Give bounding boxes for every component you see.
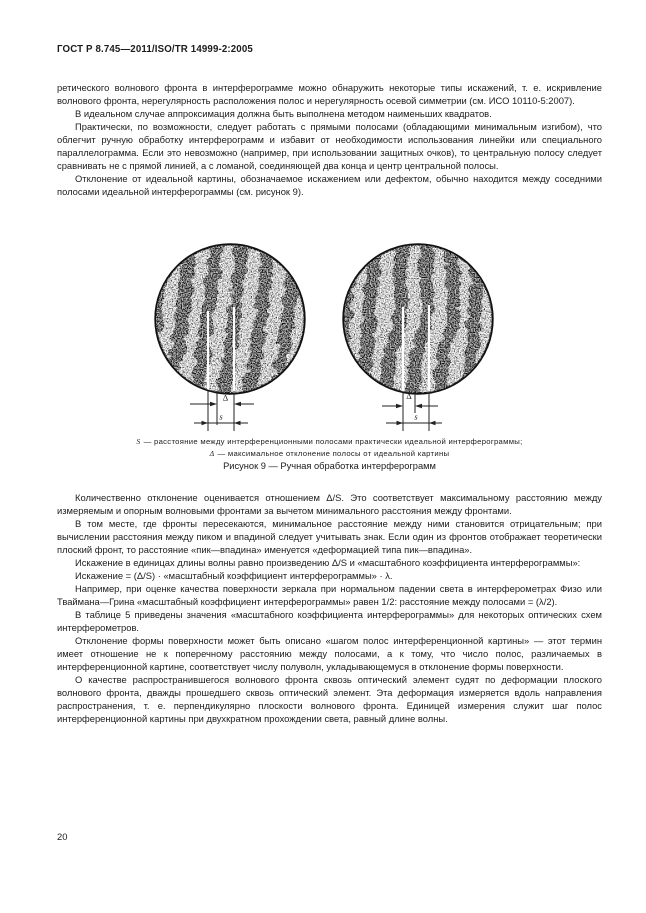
paragraph: ретического волнового фронта в интерферограмме можно обнаружить некоторые типы искажений, т. е. искривление волнового фронта, нерегулярность расположения полос и нерегулярность осевой симметрии (см. ИСО 10110-5:2007). bbox=[57, 82, 602, 106]
body-text-bottom bbox=[57, 491, 602, 725]
legend-text: — расстояние между интерференционными полосами практически идеальной интерферограммы; bbox=[143, 437, 523, 446]
delta-dimension-label: Δ bbox=[222, 392, 229, 403]
delta-dimension-label: Δ bbox=[406, 391, 412, 401]
paragraph: В идеальном случае аппроксимация должна быть выполнена методом наименьших квадратов. bbox=[75, 108, 492, 119]
paragraph: О качестве распространившегося волнового фронта сквозь оптический элемент судят по деформации плоского волнового фронта, дважды прошедшего сквозь оптический элемент. Эта деформация измеряется вдоль направления распространения, т. е. перпендикулярно плоскости волнового фронта. Единицей измерения служит шаг полос интерференционной картины при двухкратном прохождении света, равный длине волны. bbox=[57, 674, 602, 724]
interferogram-right-image bbox=[338, 241, 498, 437]
legend-line-delta bbox=[57, 448, 602, 460]
paragraph: Практически, по возможности, следует работать с прямыми полосами (обладающими минимальным изгибом), что облегчит ручную обработку интерферограмм и избавит от необходимости использования линейки или специального параллелограмма. Если это невозможно (например, при использовании защитных очков), то центральную полосу следует сравнивать не с прямой линией, а с ломаной, соединяющей два конца и центр центральной полосы. bbox=[57, 121, 602, 171]
paragraph: Количественно отклонение оценивается отношением Δ/S. Это соответствует максимальному расстоянию между измеряемым и опорным волновыми фронтами за вычетом минимального расстояния между фронтами. bbox=[57, 492, 602, 516]
fringe-pattern bbox=[338, 241, 498, 419]
paragraph: Искажение в единицах длины волны равно произведению Δ/S и «масштабного коэффициента интерферограммы»: bbox=[75, 557, 581, 568]
page-number: 20 bbox=[57, 831, 68, 842]
interferogram-left-image bbox=[150, 241, 310, 437]
figure-9 bbox=[0, 241, 646, 437]
figure-caption: Рисунок 9 — Ручная обработка интерферограмм bbox=[223, 461, 436, 471]
paragraph: В том месте, где фронты пересекаются, минимальное расстояние между ними становится отрицательным; при вычислении расстояния между пиком и впадиной следует учитывать знак. Если один из фронтов отображает теоретически плоский фронт, то расстояние «пик—впадина» именуется «деформацией типа пик—впадина». bbox=[57, 518, 602, 555]
paragraph: Например, при оценке качества поверхности зеркала при нормальном падении света в интерферометрах Физо или Тваймана—Грина «масштабный коэффициент интерферограммы» равен 1/2: расстояние между полосами = (λ/2). bbox=[57, 583, 602, 607]
s-dimension-label: s bbox=[219, 411, 223, 422]
legend-line-s bbox=[57, 436, 602, 448]
body-text-top bbox=[57, 81, 602, 198]
s-dimension-label: s bbox=[414, 411, 418, 422]
paragraph: Отклонение от идеальной картины, обозначаемое искажением или дефектом, обычно находится между соседними полосами идеальной интерферограммы (см. рисунок 9). bbox=[57, 173, 602, 197]
fringe-pattern bbox=[150, 241, 310, 417]
paragraph: Искажение = (Δ/S) · «масштабный коэффициент интерферограммы» · λ. bbox=[75, 570, 393, 581]
dimension-lines bbox=[382, 389, 442, 431]
legend-symbol-delta: Δ bbox=[209, 449, 215, 458]
paragraph: Отклонение формы поверхности может быть описано «шагом полос интерференционной картины» — этот термин имеет отношение не к поперечному расстоянию между полосами, а к тому, что число полос, различаемых в интерференционной картине, соответствует числу полуволн, укладывающемуся в отклонение формы поверхности. bbox=[57, 635, 602, 672]
document-header: ГОСТ Р 8.745—2011/ISO/TR 14999-2:2005 bbox=[57, 44, 253, 55]
figure-legend bbox=[57, 436, 602, 460]
legend-symbol-s: S bbox=[136, 437, 141, 446]
legend-text: — максимальное отклонение полосы от идеальной картины bbox=[217, 449, 450, 458]
paragraph: В таблице 5 приведены значения «масштабного коэффициента интерферограммы» для некоторых оптических схем интерферометров. bbox=[57, 609, 602, 633]
